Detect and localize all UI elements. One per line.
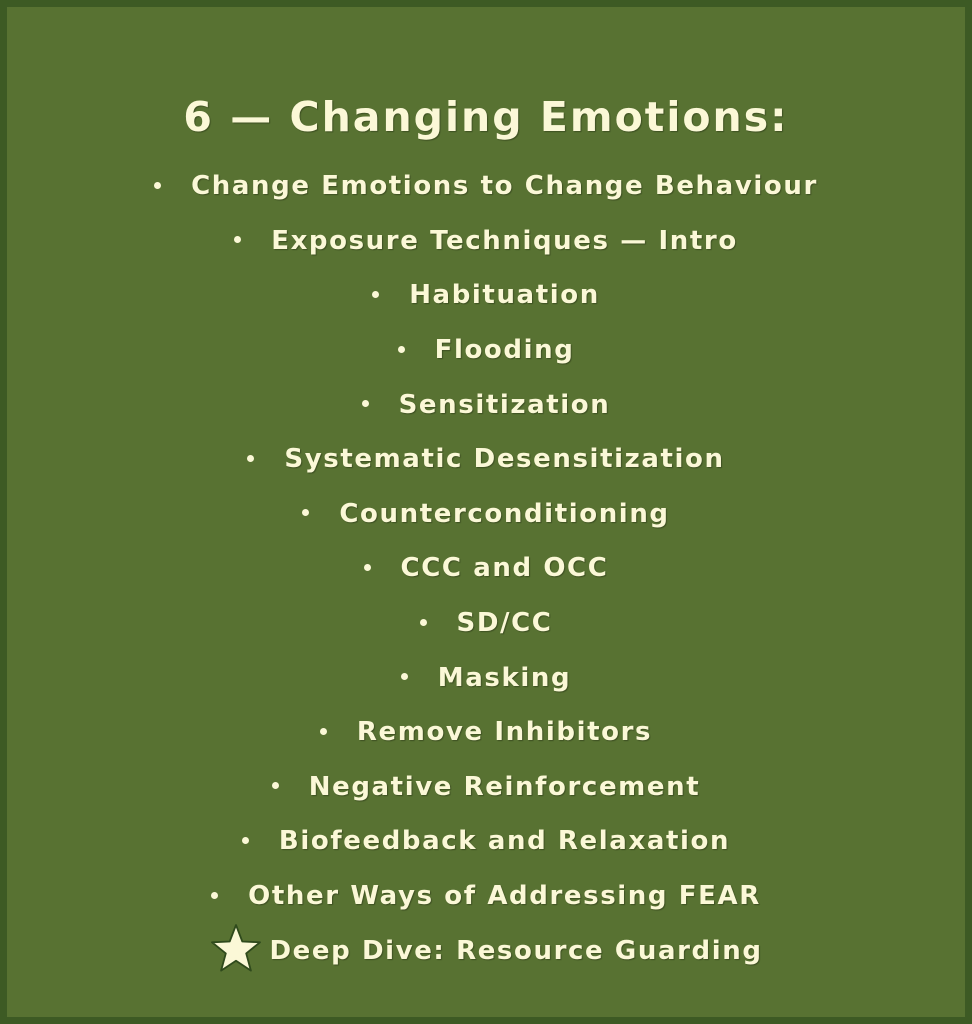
bullet-icon [372, 291, 379, 298]
list-item[interactable] [7, 705, 965, 760]
list-item-label: Remove Inhibitors [356, 717, 653, 748]
bullet-icon [302, 509, 309, 516]
list-item[interactable] [7, 596, 965, 651]
list-item-label: SD/CC [456, 608, 553, 639]
bullet-icon [320, 728, 327, 735]
bullet-icon [154, 182, 161, 189]
list-item[interactable] [7, 432, 965, 487]
bullet-icon [420, 619, 427, 626]
list-item[interactable] [7, 487, 965, 542]
bullet-icon [242, 837, 249, 844]
list-item-label: Flooding [434, 335, 575, 366]
list-item-label: Masking [437, 662, 572, 693]
list-item[interactable] [7, 214, 965, 269]
list-item[interactable] [7, 323, 965, 378]
bullet-icon [364, 564, 371, 571]
list-item-label: Negative Reinforcement [308, 771, 701, 802]
list-item-label: Systematic Desensitization [284, 444, 725, 475]
bullet-icon [234, 236, 241, 243]
list-item[interactable] [7, 650, 965, 705]
topic-list [7, 159, 965, 978]
list-item-label: Biofeedback and Relaxation [278, 826, 731, 857]
list-item[interactable] [7, 814, 965, 869]
list-item-label: Change Emotions to Change Behaviour [191, 171, 818, 202]
list-item[interactable] [7, 760, 965, 815]
list-item-label: Sensitization [398, 389, 611, 420]
list-item-label: Deep Dive: Resource Guarding [269, 935, 763, 966]
list-item-label: CCC and OCC [400, 553, 609, 584]
bullet-icon [401, 673, 408, 680]
bullet-icon [211, 892, 218, 899]
bullet-icon [272, 782, 279, 789]
list-item-label: Counterconditioning [339, 498, 670, 529]
list-item[interactable] [7, 869, 965, 924]
page-title: 6 — Changing Emotions: [183, 93, 789, 141]
list-item[interactable] [7, 159, 965, 214]
list-item[interactable] [7, 268, 965, 323]
list-item[interactable] [7, 541, 965, 596]
bullet-icon [362, 400, 369, 407]
list-item[interactable] [7, 377, 965, 432]
list-item-label: Exposure Techniques — Intro [271, 225, 738, 256]
bullet-icon [247, 455, 254, 462]
list-item-label: Other Ways of Addressing FEAR [248, 881, 761, 912]
list-item-deep-dive[interactable] [7, 923, 965, 978]
bullet-icon [398, 346, 405, 353]
star-icon [209, 922, 263, 976]
list-item-label: Habituation [409, 280, 600, 311]
